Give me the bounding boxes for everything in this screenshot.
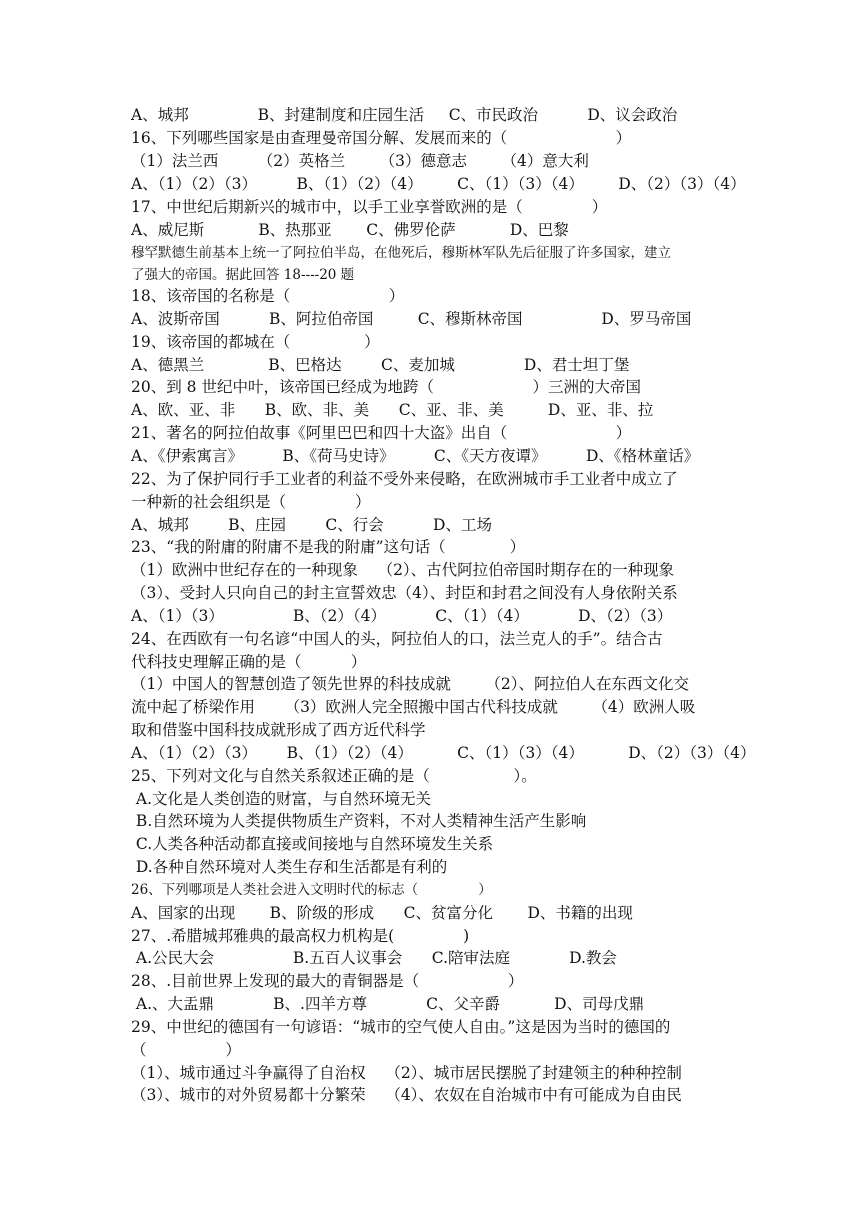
q26-stem: 26、下列哪项是人类社会进入文明时代的标志（ ） [131, 882, 492, 898]
q19-stem: 19、该帝国的都城在（ ） [131, 333, 380, 351]
q29-stem: 29、中世纪的德国有一句谚语：“城市的空气使人自由。”这是因为当时的德国的 [131, 1018, 671, 1036]
q24-stem-line-2: 代科技史理解正确的是（ ） [131, 653, 367, 671]
q16-items: （1）法兰西 （2）英格兰 （3）德意志 （4）意大利 [131, 152, 589, 170]
q25-option-a: A.文化是人类创造的财富，与自然环境无关 [131, 790, 432, 808]
q26-options: A、国家的出现 B、阶级的形成 C、贫富分化 D、书籍的出现 [131, 904, 633, 922]
q17-options: A、威尼斯 B、热那亚 C、佛罗伦萨 D、巴黎 [131, 221, 569, 239]
q21-options: A、《伊索寓言》 B、《荷马史诗》 C、《天方夜谭》 D、《格林童话》 [131, 447, 700, 465]
q24-items-line-1: （1）中国人的智慧创造了领先世界的科技成就 （2）、阿拉伯人在东西文化交 [131, 675, 689, 693]
q18-options: A、波斯帝国 B、阿拉伯帝国 C、穆斯林帝国 D、罗马帝国 [131, 310, 692, 328]
q29-items-line-1: （1）、城市通过斗争赢得了自治权 （2）、城市居民摆脱了封建领主的种种控制 [131, 1064, 682, 1082]
q16-stem: 16、下列哪些国家是由查理曼帝国分解、发展而来的（ ） [131, 129, 632, 147]
q20-options: A、欧、亚、非 B、欧、非、美 C、亚、非、美 D、亚、非、拉 [131, 401, 654, 419]
q24-options: A、（1）（2）（3） B、（1）（2）（4） C、（1）（3）（4） D、（2）（3）（4） [131, 744, 756, 762]
q19-options: A、德黑兰 B、巴格达 C、麦加城 D、君士坦丁堡 [131, 356, 630, 374]
q28-options: A.、大盂鼎 B、.四羊方尊 C、父辛爵 D、司母戊鼎 [131, 995, 645, 1013]
q23-items-line-2: （3）、受封人只向自己的封主宣誓效忠（4）、封臣和封君之间没有人身依附关系 [131, 584, 678, 602]
q25-option-c: C.人类各种活动都直接或间接地与自然环境发生关系 [131, 835, 494, 853]
q16-options: A、（1）（2）（3） B、（1）（2）（4） C、（1）（3）（4） D、（2）（3）（4） [131, 175, 746, 193]
q24-stem-line-1: 24、在西欧有一句名谚“中国人的头，阿拉伯人的口，法兰克人的手”。结合古 [131, 630, 663, 648]
q22-stem-line-1: 22、为了保护同行手工业者的利益不受外来侵略，在欧洲城市手工业者中成立了 [131, 470, 678, 488]
q27-stem: 27、.希腊城邦雅典的最高权力机构是( ) [131, 927, 470, 945]
q24-items-line-3: 取和借鉴中国科技成就形成了西方近代科学 [131, 721, 426, 739]
q29-stem-bracket: （ ） [131, 1041, 241, 1059]
q25-stem: 25、下列对文化与自然关系叙述正确的是（ ）。 [131, 767, 537, 785]
q18-stem: 18、该帝国的名称是（ ） [131, 287, 405, 305]
q27-options: A.公民大会 B.五百人议事会 C.陪审法庭 D.教会 [131, 949, 617, 967]
q22-options: A、城邦 B、庄园 C、行会 D、工场 [131, 516, 492, 534]
q24-items-line-2: 流中起了桥梁作用 （3）欧洲人完全照搬中国古代科技成就 （4）欧洲人吸 [131, 698, 696, 716]
q25-option-d: D.各种自然环境对人类生存和生活都是有利的 [131, 858, 448, 876]
q23-items-line-1: （1）欧洲中世纪存在的一种现象 （2）、古代阿拉伯帝国时期存在的一种现象 [131, 561, 675, 579]
q25-option-b: B.自然环境为人类提供物质生产资料，不对人类精神生活产生影响 [131, 812, 587, 830]
q17-stem: 17、中世纪后期新兴的城市中，以手工业享誉欧洲的是（ ） [131, 198, 608, 216]
q23-options: A、（1）（3） B、（2）（4） C、（1）（4） D、（2）（3） [131, 607, 673, 625]
q21-stem: 21、著名的阿拉伯故事《阿里巴巴和四十大盗》出自（ ） [131, 424, 632, 442]
q23-stem: 23、“我的附庸的附庸不是我的附庸”这句话（ ） [131, 538, 526, 556]
q15-options: A、城邦 B、封建制度和庄园生活 C、市民政治 D、议会政治 [131, 106, 678, 124]
q28-stem: 28、.目前世界上发现的最大的青铜器是（ ） [131, 972, 524, 990]
passage-line-2: 了强大的帝国。据此回答 18----20 题 [131, 267, 355, 283]
q29-items-line-2: （3）、城市的对外贸易都十分繁荣 （4）、农奴在自治城市中有可能成为自由民 [131, 1086, 682, 1104]
q20-stem: 20、到 8 世纪中叶，该帝国已经成为地跨（ ）三洲的大帝国 [131, 378, 641, 396]
q22-stem-line-2: 一种新的社会组织是（ ） [131, 493, 371, 511]
passage-line-1: 穆罕默德生前基本上统一了阿拉伯半岛，在他死后，穆斯林军队先后征服了许多国家，建立 [131, 245, 671, 261]
